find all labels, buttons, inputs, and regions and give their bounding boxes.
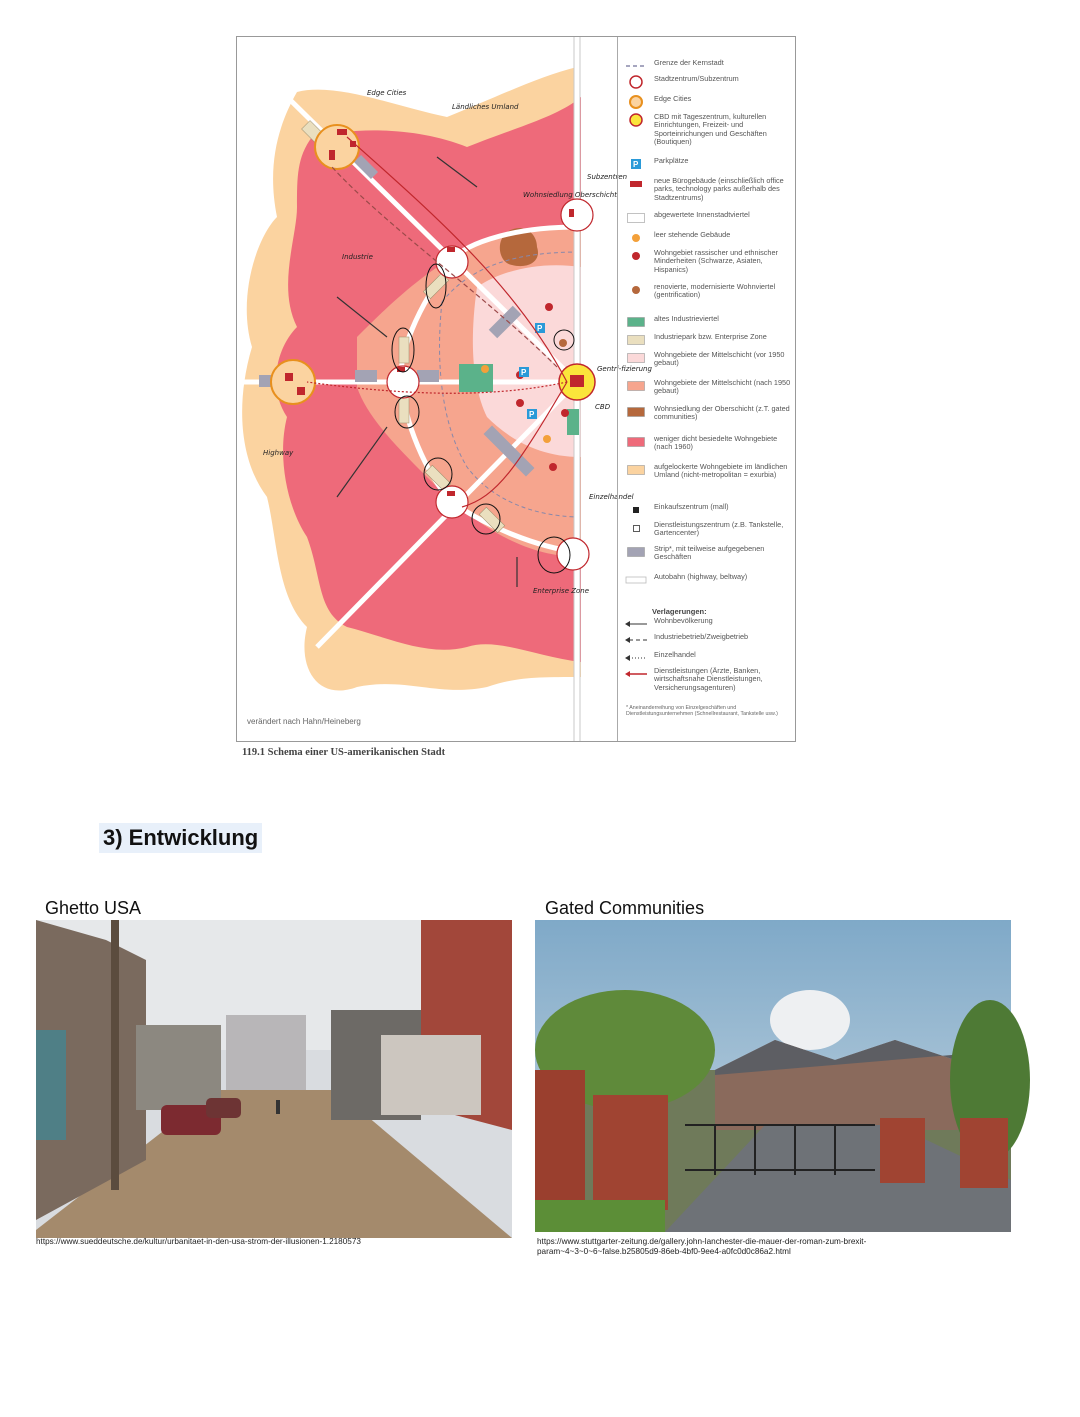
legend-symbol	[626, 95, 646, 109]
svg-text:P: P	[537, 324, 543, 333]
legend-symbol	[626, 333, 646, 347]
legend-arrow-item	[626, 617, 792, 631]
legend-text: Edge Cities	[654, 94, 692, 103]
legend-symbol	[626, 435, 646, 449]
legend-arrow-item	[626, 633, 792, 647]
legend-item	[626, 113, 792, 147]
legend-item	[626, 211, 792, 225]
legend-text: Dienstleistungszentrum (z.B. Tankstelle, Gartencenter)	[654, 520, 784, 538]
legend-symbol	[626, 113, 646, 127]
legend-item	[626, 231, 792, 245]
legend-item	[626, 283, 792, 300]
legend-symbol	[626, 521, 646, 535]
label-enterprise-zone: Enterprise Zone	[533, 587, 590, 595]
label-edge-cities: Edge Cities	[367, 89, 407, 97]
legend-symbol	[626, 405, 646, 419]
legend-symbol	[626, 545, 646, 559]
legend-symbol	[626, 249, 646, 263]
legend-symbol	[626, 283, 646, 297]
legend-text: renovierte, modernisierte Wohnviertel (gentrification)	[654, 282, 776, 300]
legend-text: Wohnbevölkerung	[654, 616, 713, 625]
legend-text: Wohnsiedlung der Oberschicht (z.T. gated communities)	[654, 404, 790, 422]
legend-text: Stadtzentrum/Subzentrum	[654, 74, 739, 83]
legend-item	[626, 95, 792, 109]
legend-arrow-item	[626, 667, 792, 692]
legend-text: CBD mit Tageszentrum, kulturellen Einrichtungen, Freizeit- und Sporteinrichungen und Geschäften (Boutiquen)	[654, 112, 767, 147]
legend-text: aufgelockerte Wohngebiete im ländlichen Umland (nicht-metropolitan = exurbia)	[654, 462, 788, 480]
legend-text: Einkaufszentrum (mall)	[654, 502, 729, 511]
arrow-icon	[626, 633, 646, 647]
legend-item	[626, 405, 792, 422]
city-schema-figure	[236, 36, 796, 742]
legend	[617, 37, 796, 741]
label-industrie: Industrie	[342, 253, 373, 261]
legend-text: Dienstleistungen (Ärzte, Banken, wirtschaftsnahe Dienstleistungen, Versicherungsagenturen)	[654, 666, 763, 692]
legend-text: abgewertete Innenstadtviertel	[654, 210, 750, 219]
legend-item	[626, 521, 792, 538]
legend-text: Parkplätze	[654, 156, 689, 165]
photo-url-gated[interactable]: https://www.stuttgarter-zeitung.de/gallery.john-lanchester-die-mauer-der-roman-zum-brexit- param~4~3~0~6~false.b25805d9-86eb-4bf0-9ee4-a0fc0d0c86a2.html	[537, 1237, 867, 1256]
legend-footnote: * Aneinanderreihung von Einzelgeschäften und Dienstleistungsunternehmen (Schnellrestaurant, Tankstelle usw.)	[626, 705, 778, 717]
photo-title-ghetto: Ghetto USA	[45, 898, 142, 918]
gentrified-area	[559, 339, 567, 347]
legend-text: Grenze der Kernstadt	[654, 58, 724, 67]
legend-item	[626, 157, 792, 171]
legend-item	[626, 177, 792, 202]
svg-text:P: P	[529, 410, 535, 419]
legend-symbol	[626, 75, 646, 89]
legend-text: neue Bürogebäude (einschließlich office parks, technology parks außerhalb des Stadtzentrums)	[654, 176, 784, 202]
label-subzentren: Subzentren	[587, 173, 628, 181]
svg-text:P: P	[633, 160, 639, 169]
legend-text: Wohngebiet rassischer und ethnischer Minderheiten (Schwarze, Asiaten, Hispanics)	[654, 248, 778, 274]
legend-symbol	[626, 157, 646, 171]
label-cbd: CBD	[595, 403, 611, 411]
svg-text:P: P	[521, 368, 527, 377]
ghetto-photo	[36, 920, 512, 1238]
legend-text: Industriepark bzw. Enterprise Zone	[654, 332, 767, 341]
legend-item	[626, 435, 792, 452]
photo-title-gated: Gated Communities	[545, 898, 705, 918]
legend-symbol	[626, 59, 646, 73]
legend-symbol	[626, 573, 646, 587]
label-einzelhandel: Einzelhandel	[589, 493, 634, 501]
legend-text: Einzelhandel	[654, 650, 696, 659]
arrow-icon	[626, 667, 646, 681]
legend-symbol	[626, 503, 646, 517]
legend-text: leer stehende Gebäude	[654, 230, 731, 239]
legend-item	[626, 463, 792, 480]
legend-item	[626, 379, 792, 396]
gated-community-photo	[535, 920, 1011, 1232]
legend-symbol	[626, 211, 646, 225]
legend-text: Autobahn (highway, beltway)	[654, 572, 748, 581]
legend-text: Wohngebiete der Mittelschicht (nach 1950 gebaut)	[654, 378, 791, 396]
legend-item	[626, 573, 792, 587]
legend-symbol	[626, 231, 646, 245]
legend-symbol	[626, 379, 646, 393]
legend-text: Strip*, mit teilweise aufgegebenen Geschäften	[654, 544, 765, 562]
legend-item	[626, 545, 792, 562]
label-gentrifizierung: Gentri-fizierung	[597, 365, 652, 373]
arrow-icon	[626, 651, 646, 665]
city-schema-map	[237, 37, 652, 741]
legend-text: altes Industrieviertel	[654, 314, 719, 323]
legend-heading: Verlagerungen:	[652, 607, 707, 616]
legend-item	[626, 333, 792, 347]
legend-text: weniger dicht besiedelte Wohngebiete (nach 1960)	[654, 434, 778, 452]
arrow-icon	[626, 617, 646, 631]
label-laendliches-umland: Ländliches Umland	[452, 103, 519, 111]
section-heading: 3) Entwicklung	[99, 823, 262, 853]
legend-item	[626, 75, 792, 89]
legend-arrow-item	[626, 651, 792, 665]
label-oberschicht: Wohnsiedlung Oberschicht	[523, 191, 617, 199]
legend-symbol	[626, 315, 646, 329]
legend-item	[626, 59, 792, 73]
photo-url-ghetto[interactable]: https://www.sueddeutsche.de/kultur/urbanitaet-in-den-usa-strom-der-illusionen-1.2180573	[36, 1237, 361, 1246]
legend-item	[626, 249, 792, 274]
legend-symbol	[626, 463, 646, 477]
legend-text: Wohngebiete der Mittelschicht (vor 1950 gebaut)	[654, 350, 785, 368]
legend-symbol	[626, 177, 646, 191]
legend-item	[626, 351, 792, 368]
figure-caption: 119.1 Schema einer US-amerikanischen Stadt	[242, 747, 446, 758]
legend-text: Industriebetrieb/Zweigbetrieb	[654, 632, 749, 641]
legend-symbol	[626, 351, 646, 365]
label-highway: Highway	[263, 449, 294, 457]
legend-item	[626, 315, 792, 329]
figure-credit: verändert nach Hahn/Heineberg	[247, 717, 361, 726]
legend-item	[626, 503, 792, 517]
